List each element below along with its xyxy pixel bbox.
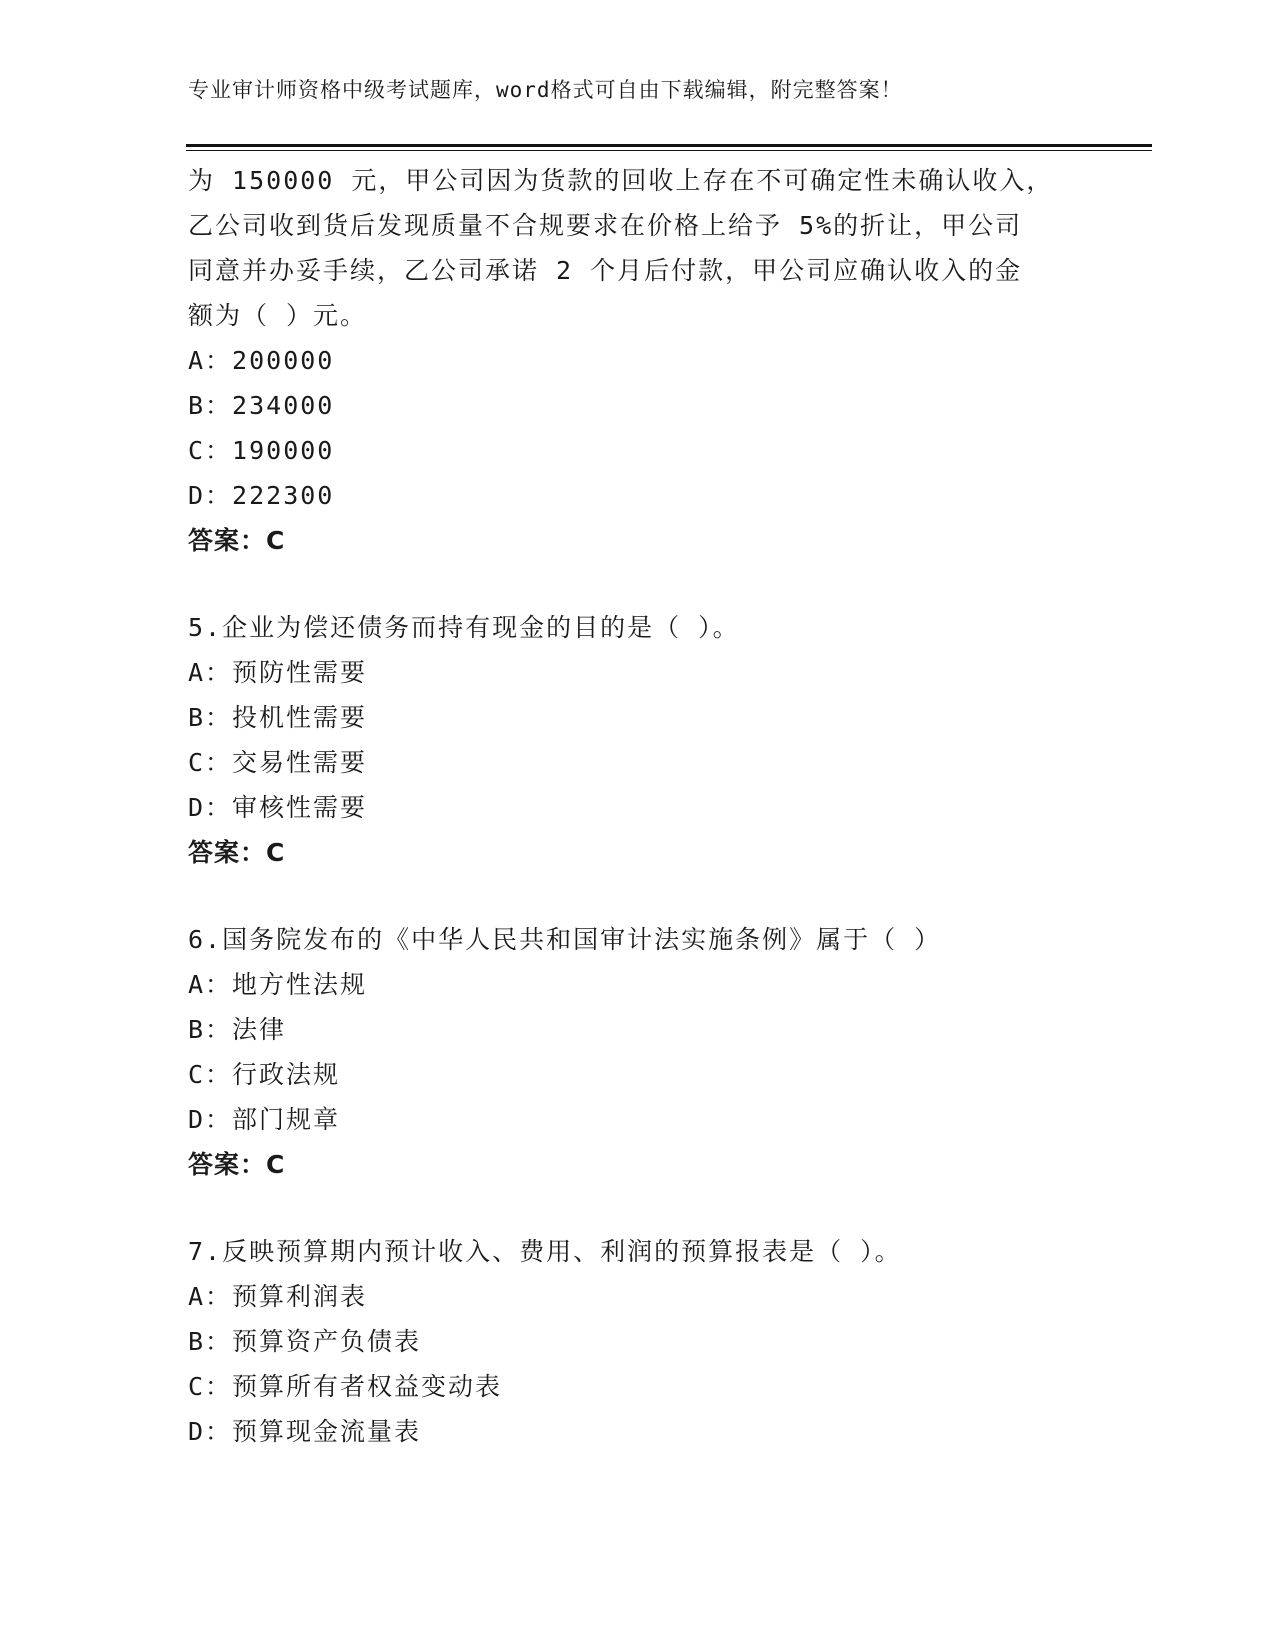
option-a: A：200000 [188, 346, 335, 375]
option-a: A：预防性需要 [188, 658, 368, 687]
option-b: B：预算资产负债表 [188, 1327, 422, 1356]
question-4 [188, 158, 1088, 563]
option-c: C：预算所有者权益变动表 [188, 1372, 503, 1401]
header-rule-thick [186, 144, 1152, 147]
question-7 [188, 1229, 1088, 1454]
question-stem: 5.企业为偿还债务而持有现金的目的是（ ）。 [188, 613, 740, 642]
option-b: B：234000 [188, 391, 335, 420]
option-c: C：190000 [188, 436, 335, 465]
answer: 答案：C [188, 838, 286, 867]
answer: 答案：C [188, 1150, 286, 1179]
option-c: C：交易性需要 [188, 748, 368, 777]
page-header: 专业审计师资格中级考试题库，word格式可自由下载编辑，附完整答案！ [188, 78, 903, 102]
question-stem: 7.反映预算期内预计收入、费用、利润的预算报表是（ ）。 [188, 1237, 902, 1266]
question-6 [188, 917, 1088, 1187]
option-a: A：预算利润表 [188, 1282, 368, 1311]
header-rule-thin [186, 150, 1152, 151]
question-stem-line: 同意并办妥手续，乙公司承诺 2 个月后付款，甲公司应确认收入的金 [188, 256, 1023, 285]
option-b: B：法律 [188, 1015, 287, 1044]
spacer [188, 1187, 1088, 1229]
option-d: D：222300 [188, 481, 335, 510]
question-stem-line: 乙公司收到货后发现质量不合规要求在价格上给予 5%的折让，甲公司 [188, 211, 1023, 240]
option-d: D：部门规章 [188, 1105, 341, 1134]
question-stem-line: 为 150000 元，甲公司因为货款的回收上存在不可确定性未确认收入， [188, 166, 1054, 195]
question-stem: 6.国务院发布的《中华人民共和国审计法实施条例》属于（ ） [188, 925, 942, 954]
spacer [188, 875, 1088, 917]
question-stem-line: 额为（ ）元。 [188, 301, 368, 330]
option-b: B：投机性需要 [188, 703, 368, 732]
option-a: A：地方性法规 [188, 970, 368, 999]
question-5 [188, 605, 1088, 875]
answer: 答案：C [188, 526, 286, 555]
option-c: C：行政法规 [188, 1060, 341, 1089]
spacer [188, 563, 1088, 605]
document-body [188, 158, 1088, 1454]
option-d: D：预算现金流量表 [188, 1417, 422, 1446]
option-d: D：审核性需要 [188, 793, 368, 822]
